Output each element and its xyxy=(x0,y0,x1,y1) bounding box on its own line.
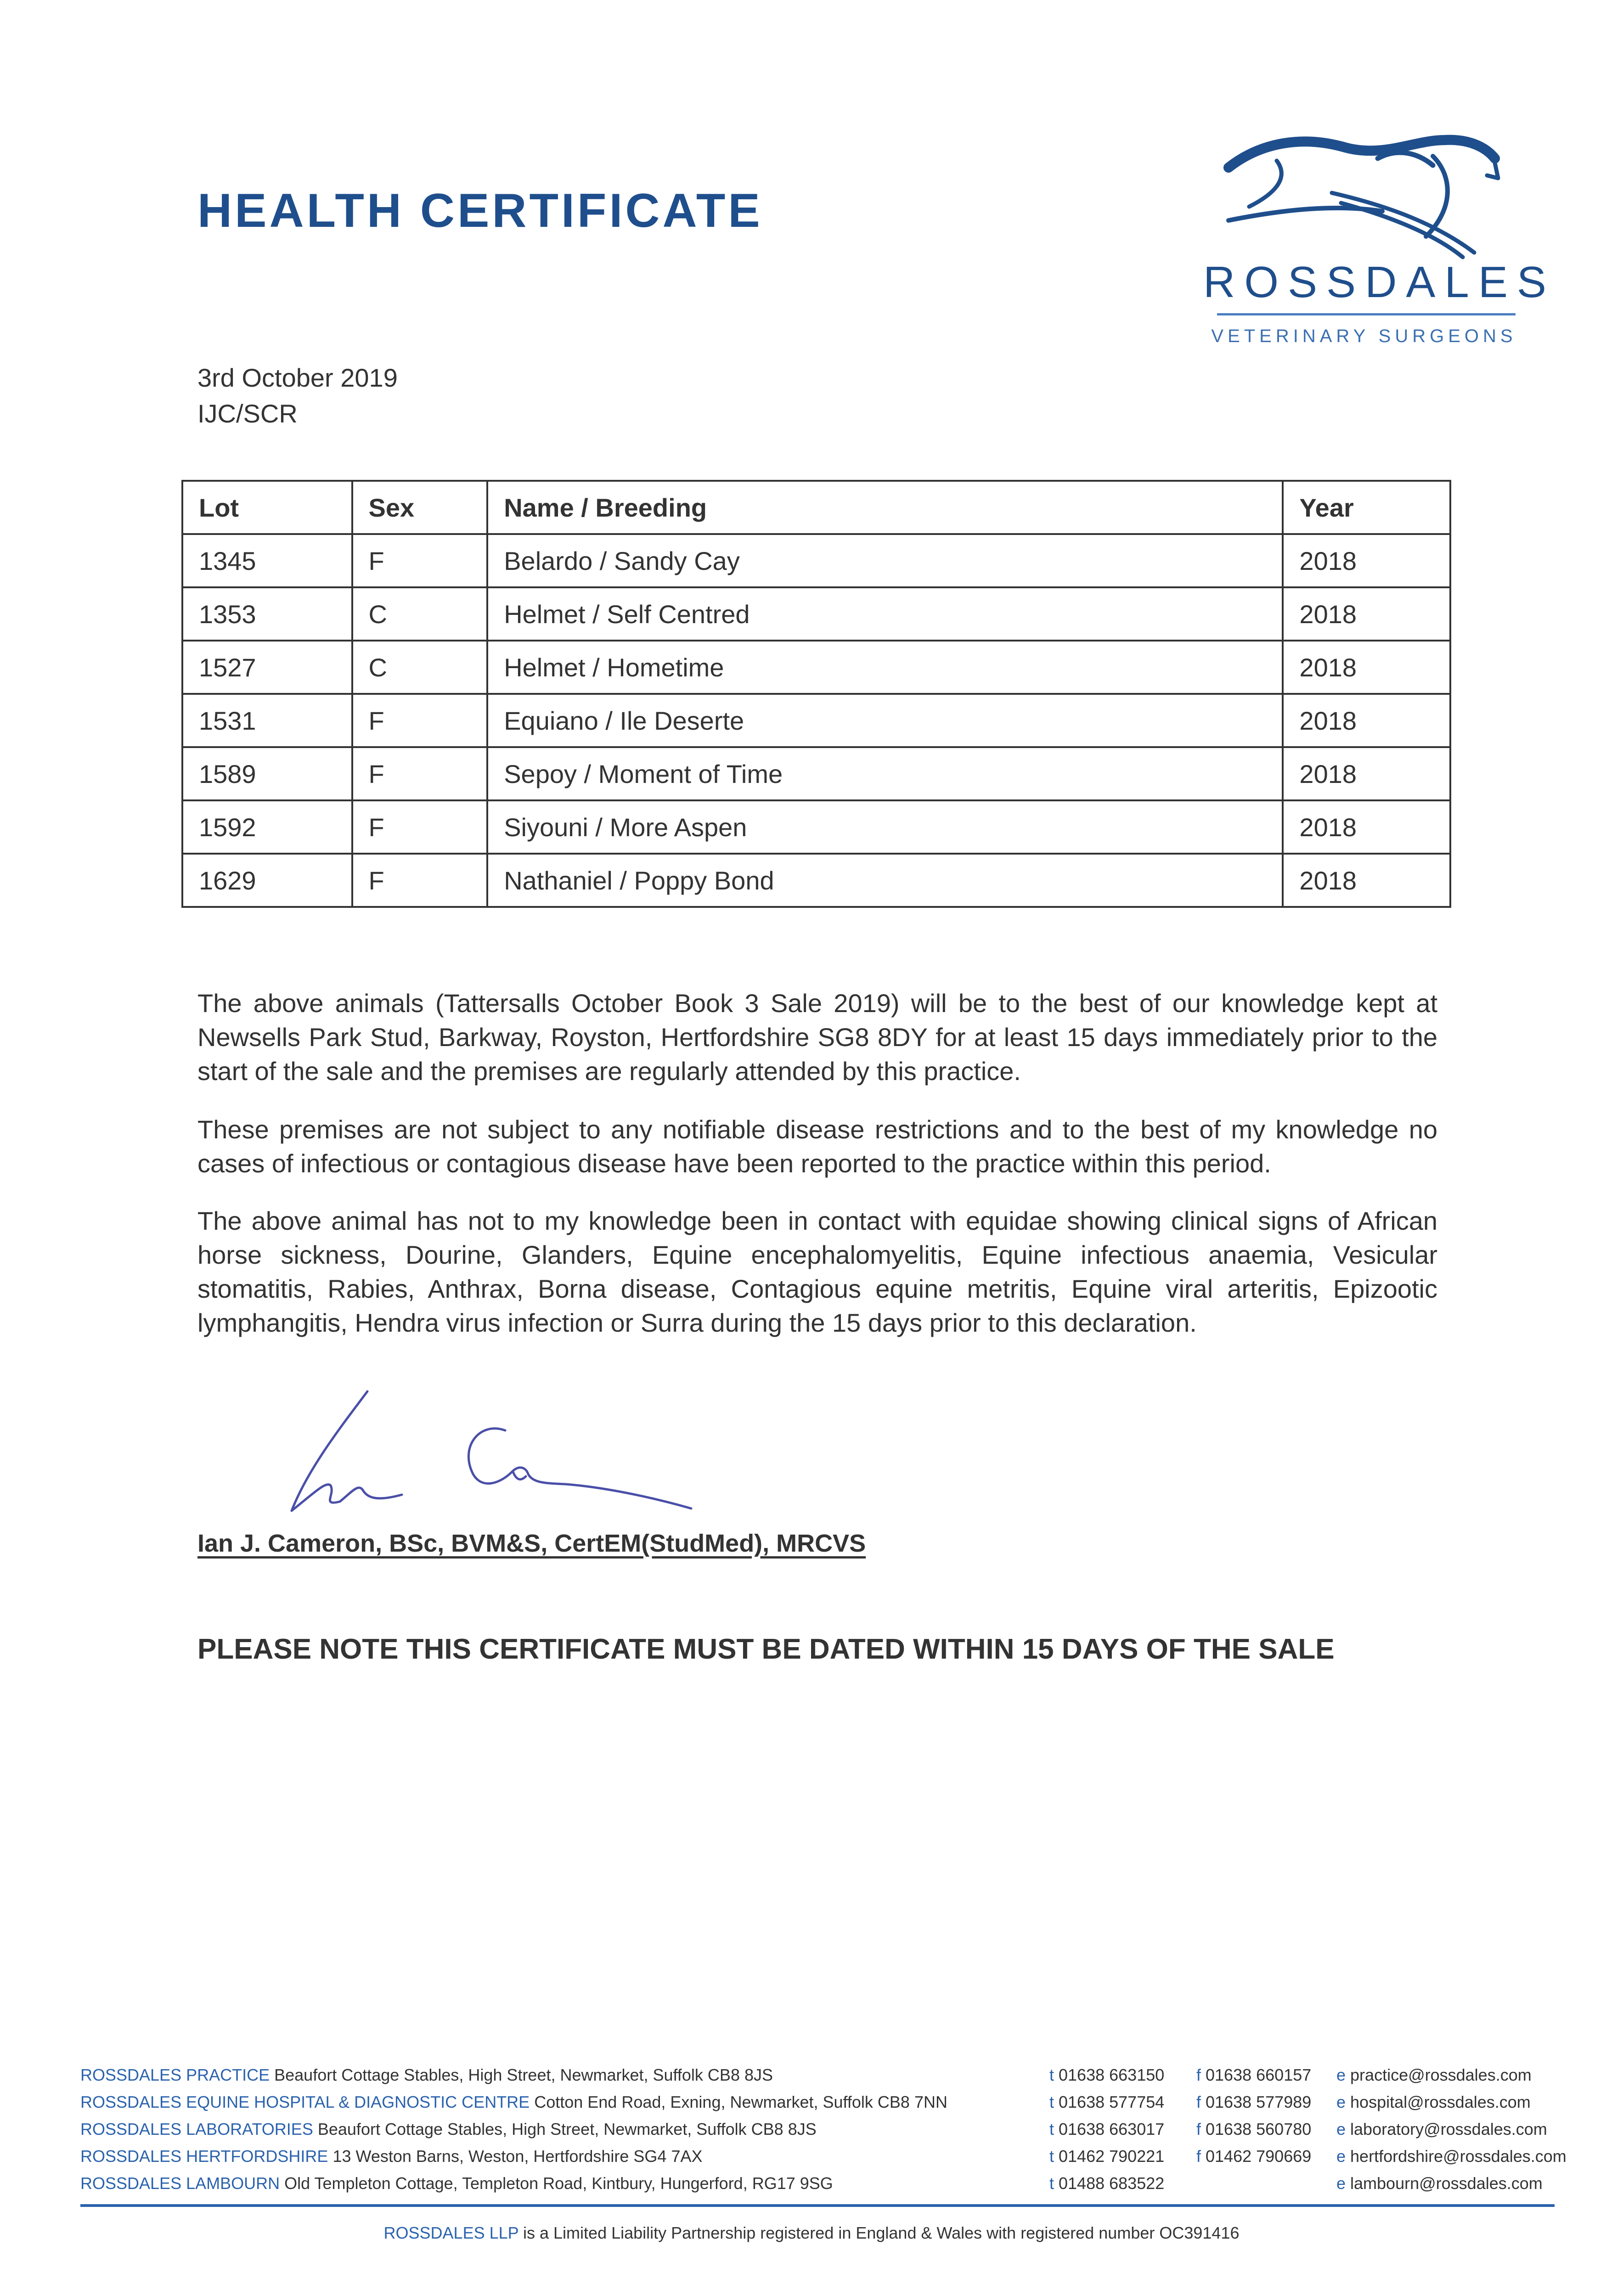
fax-number: 01638 577989 xyxy=(1206,2093,1312,2111)
cell-year: 2018 xyxy=(1283,800,1450,854)
phone-number: 01638 577754 xyxy=(1059,2093,1165,2111)
fax-label: f xyxy=(1196,2093,1201,2111)
office-phone xyxy=(1049,2093,1164,2112)
fax-label: f xyxy=(1196,2065,1201,2084)
table-header-row xyxy=(182,481,1450,534)
phone-number: 01462 790221 xyxy=(1059,2147,1165,2166)
logo-subtitle: VETERINARY SURGEONS xyxy=(1211,326,1517,346)
email-label: e xyxy=(1336,2147,1346,2166)
footer-office-row xyxy=(80,2120,1587,2147)
cell-name-breeding: Sepoy / Moment of Time xyxy=(487,747,1283,800)
rossdales-logo xyxy=(1203,115,1555,354)
premises-paragraph: The above animals (Tattersalls October Book 3 Sale 2019) will be to the best of our knowledge kept at Newsells Park Stud, Barkway, Royston, Hertfordshire SG8 8DY for at least 15 days immediately prior to the start of the sale and the premises are regularly attended by this practice. xyxy=(197,989,1437,1086)
cell-name-breeding: Siyouni / More Aspen xyxy=(487,800,1283,854)
office-phone xyxy=(1049,2120,1164,2139)
cell-lot: 1353 xyxy=(182,587,352,641)
cell-lot: 1592 xyxy=(182,800,352,854)
office-address-line xyxy=(80,2065,773,2085)
office-email xyxy=(1336,2093,1531,2112)
cell-lot: 1531 xyxy=(182,694,352,747)
cell-sex: C xyxy=(352,641,488,694)
certificate-date: 3rd October 2019 xyxy=(197,363,398,392)
cell-sex: F xyxy=(352,854,488,907)
email-address: lambourn@rossdales.com xyxy=(1350,2174,1543,2193)
office-address-line xyxy=(80,2174,833,2193)
office-name: ROSSDALES PRACTICE xyxy=(80,2065,270,2084)
fax-label: f xyxy=(1196,2147,1201,2166)
fax-label: f xyxy=(1196,2120,1201,2138)
office-fax xyxy=(1196,2065,1311,2085)
cell-name-breeding: Nathaniel / Poppy Bond xyxy=(487,854,1283,907)
cell-name-breeding: Helmet / Self Centred xyxy=(487,587,1283,641)
office-fax xyxy=(1196,2147,1311,2166)
cell-year: 2018 xyxy=(1283,641,1450,694)
cell-lot: 1345 xyxy=(182,534,352,587)
reference-code: IJC/SCR xyxy=(197,399,298,428)
footer-office-row xyxy=(80,2174,1587,2201)
cell-sex: F xyxy=(352,747,488,800)
office-address-line xyxy=(80,2147,703,2166)
office-address: Beaufort Cottage Stables, High Street, Newmarket, Suffolk CB8 8JS xyxy=(274,2065,773,2084)
email-label: e xyxy=(1336,2065,1346,2084)
fax-number: 01638 560780 xyxy=(1206,2120,1312,2138)
office-name: ROSSDALES HERTFORDSHIRE xyxy=(80,2147,328,2166)
office-address: 13 Weston Barns, Weston, Hertfordshire SG4 7AX xyxy=(332,2147,703,2166)
cell-sex: F xyxy=(352,694,488,747)
office-email xyxy=(1336,2147,1567,2166)
cell-lot: 1629 xyxy=(182,854,352,907)
footer-offices xyxy=(80,2065,1587,2201)
cell-name-breeding: Equiano / Ile Deserte xyxy=(487,694,1283,747)
office-address-line xyxy=(80,2093,947,2112)
footer-office-row xyxy=(80,2065,1587,2093)
cell-sex: F xyxy=(352,800,488,854)
office-email xyxy=(1336,2120,1547,2139)
cell-year: 2018 xyxy=(1283,854,1450,907)
office-address: Old Templeton Cottage, Templeton Road, Kintbury, Hungerford, RG17 9SG xyxy=(284,2174,833,2193)
phone-label: t xyxy=(1049,2147,1054,2166)
cell-name-breeding: Belardo / Sandy Cay xyxy=(487,534,1283,587)
email-address: laboratory@rossdales.com xyxy=(1350,2120,1547,2138)
email-label: e xyxy=(1336,2093,1346,2111)
office-email xyxy=(1336,2065,1532,2085)
cell-name-breeding: Helmet / Hometime xyxy=(487,641,1283,694)
office-phone xyxy=(1049,2065,1164,2085)
logo-name: ROSSDALES xyxy=(1203,258,1555,307)
table-row xyxy=(182,587,1450,641)
footer-divider xyxy=(80,2204,1555,2207)
cell-year: 2018 xyxy=(1283,534,1450,587)
email-address: practice@rossdales.com xyxy=(1350,2065,1532,2084)
office-fax xyxy=(1196,2093,1311,2112)
phone-label: t xyxy=(1049,2065,1054,2084)
table-row xyxy=(182,854,1450,907)
cell-lot: 1589 xyxy=(182,747,352,800)
cell-year: 2018 xyxy=(1283,747,1450,800)
disease-contact-paragraph: The above animal has not to my knowledge been in contact with equidae showing clinical signs of African horse sickness, Dourine, Glanders, Equine encephalomyelitis, Equine infectious anaemia, Vesicular stomatitis, Rabies, Anthrax, Borna disease, Contagious equine metritis, Equine viral arteritis, Epizootic lymphangitis, Hendra virus infection or Surra during the 15 days prior to this declaration. xyxy=(197,1206,1437,1337)
legal-notice xyxy=(0,2223,1623,2243)
office-address: Beaufort Cottage Stables, High Street, Newmarket, Suffolk CB8 8JS xyxy=(317,2120,817,2138)
email-address: hertfordshire@rossdales.com xyxy=(1350,2147,1567,2166)
phone-number: 01638 663150 xyxy=(1059,2065,1165,2084)
office-phone xyxy=(1049,2174,1164,2193)
phone-label: t xyxy=(1049,2174,1054,2193)
fax-number: 01462 790669 xyxy=(1206,2147,1312,2166)
signatory-name: Ian J. Cameron, BSc, BVM&S, CertEM(StudMed), MRCVS xyxy=(197,1530,866,1557)
office-address: Cotton End Road, Exning, Newmarket, Suffolk CB8 7NN xyxy=(534,2093,947,2111)
column-header-year: Year xyxy=(1283,481,1450,534)
running-horse-icon xyxy=(1217,115,1516,262)
office-fax xyxy=(1196,2120,1311,2139)
office-name: ROSSDALES LAMBOURN xyxy=(80,2174,280,2193)
restrictions-paragraph: These premises are not subject to any notifiable disease restrictions and to the best of my knowledge no cases of infectious or contagious disease have been reported to the practice within this period. xyxy=(197,1115,1437,1178)
column-header-sex: Sex xyxy=(352,481,488,534)
phone-number: 01638 663017 xyxy=(1059,2120,1165,2138)
document-title: HEALTH CERTIFICATE xyxy=(197,184,763,237)
table-row xyxy=(182,534,1450,587)
handwritten-signature xyxy=(271,1378,712,1525)
office-email xyxy=(1336,2174,1543,2193)
logo-divider xyxy=(1217,313,1516,315)
column-header-name-breeding: Name / Breeding xyxy=(487,481,1283,534)
phone-label: t xyxy=(1049,2120,1054,2138)
lots-table xyxy=(181,480,1451,908)
table-row xyxy=(182,694,1450,747)
cell-year: 2018 xyxy=(1283,587,1450,641)
footer-office-row xyxy=(80,2147,1587,2174)
dating-notice: PLEASE NOTE THIS CERTIFICATE MUST BE DATED WITHIN 15 DAYS OF THE SALE xyxy=(197,1633,1335,1665)
table-row xyxy=(182,641,1450,694)
email-label: e xyxy=(1336,2120,1346,2138)
office-phone xyxy=(1049,2147,1164,2166)
cell-sex: F xyxy=(352,534,488,587)
phone-number: 01488 683522 xyxy=(1059,2174,1165,2193)
office-address-line xyxy=(80,2120,817,2139)
footer-office-row xyxy=(80,2093,1587,2120)
office-name: ROSSDALES EQUINE HOSPITAL & DIAGNOSTIC CENTRE xyxy=(80,2093,530,2111)
legal-entity-name: ROSSDALES LLP xyxy=(383,2223,518,2242)
table-row xyxy=(182,800,1450,854)
cell-lot: 1527 xyxy=(182,641,352,694)
table-row xyxy=(182,747,1450,800)
email-address: hospital@rossdales.com xyxy=(1350,2093,1531,2111)
office-name: ROSSDALES LABORATORIES xyxy=(80,2120,313,2138)
phone-label: t xyxy=(1049,2093,1054,2111)
fax-number: 01638 660157 xyxy=(1206,2065,1312,2084)
cell-year: 2018 xyxy=(1283,694,1450,747)
column-header-lot: Lot xyxy=(182,481,352,534)
legal-registration-text: is a Limited Liability Partnership registered in England & Wales with registered number OC391416 xyxy=(523,2223,1240,2242)
cell-sex: C xyxy=(352,587,488,641)
email-label: e xyxy=(1336,2174,1346,2193)
